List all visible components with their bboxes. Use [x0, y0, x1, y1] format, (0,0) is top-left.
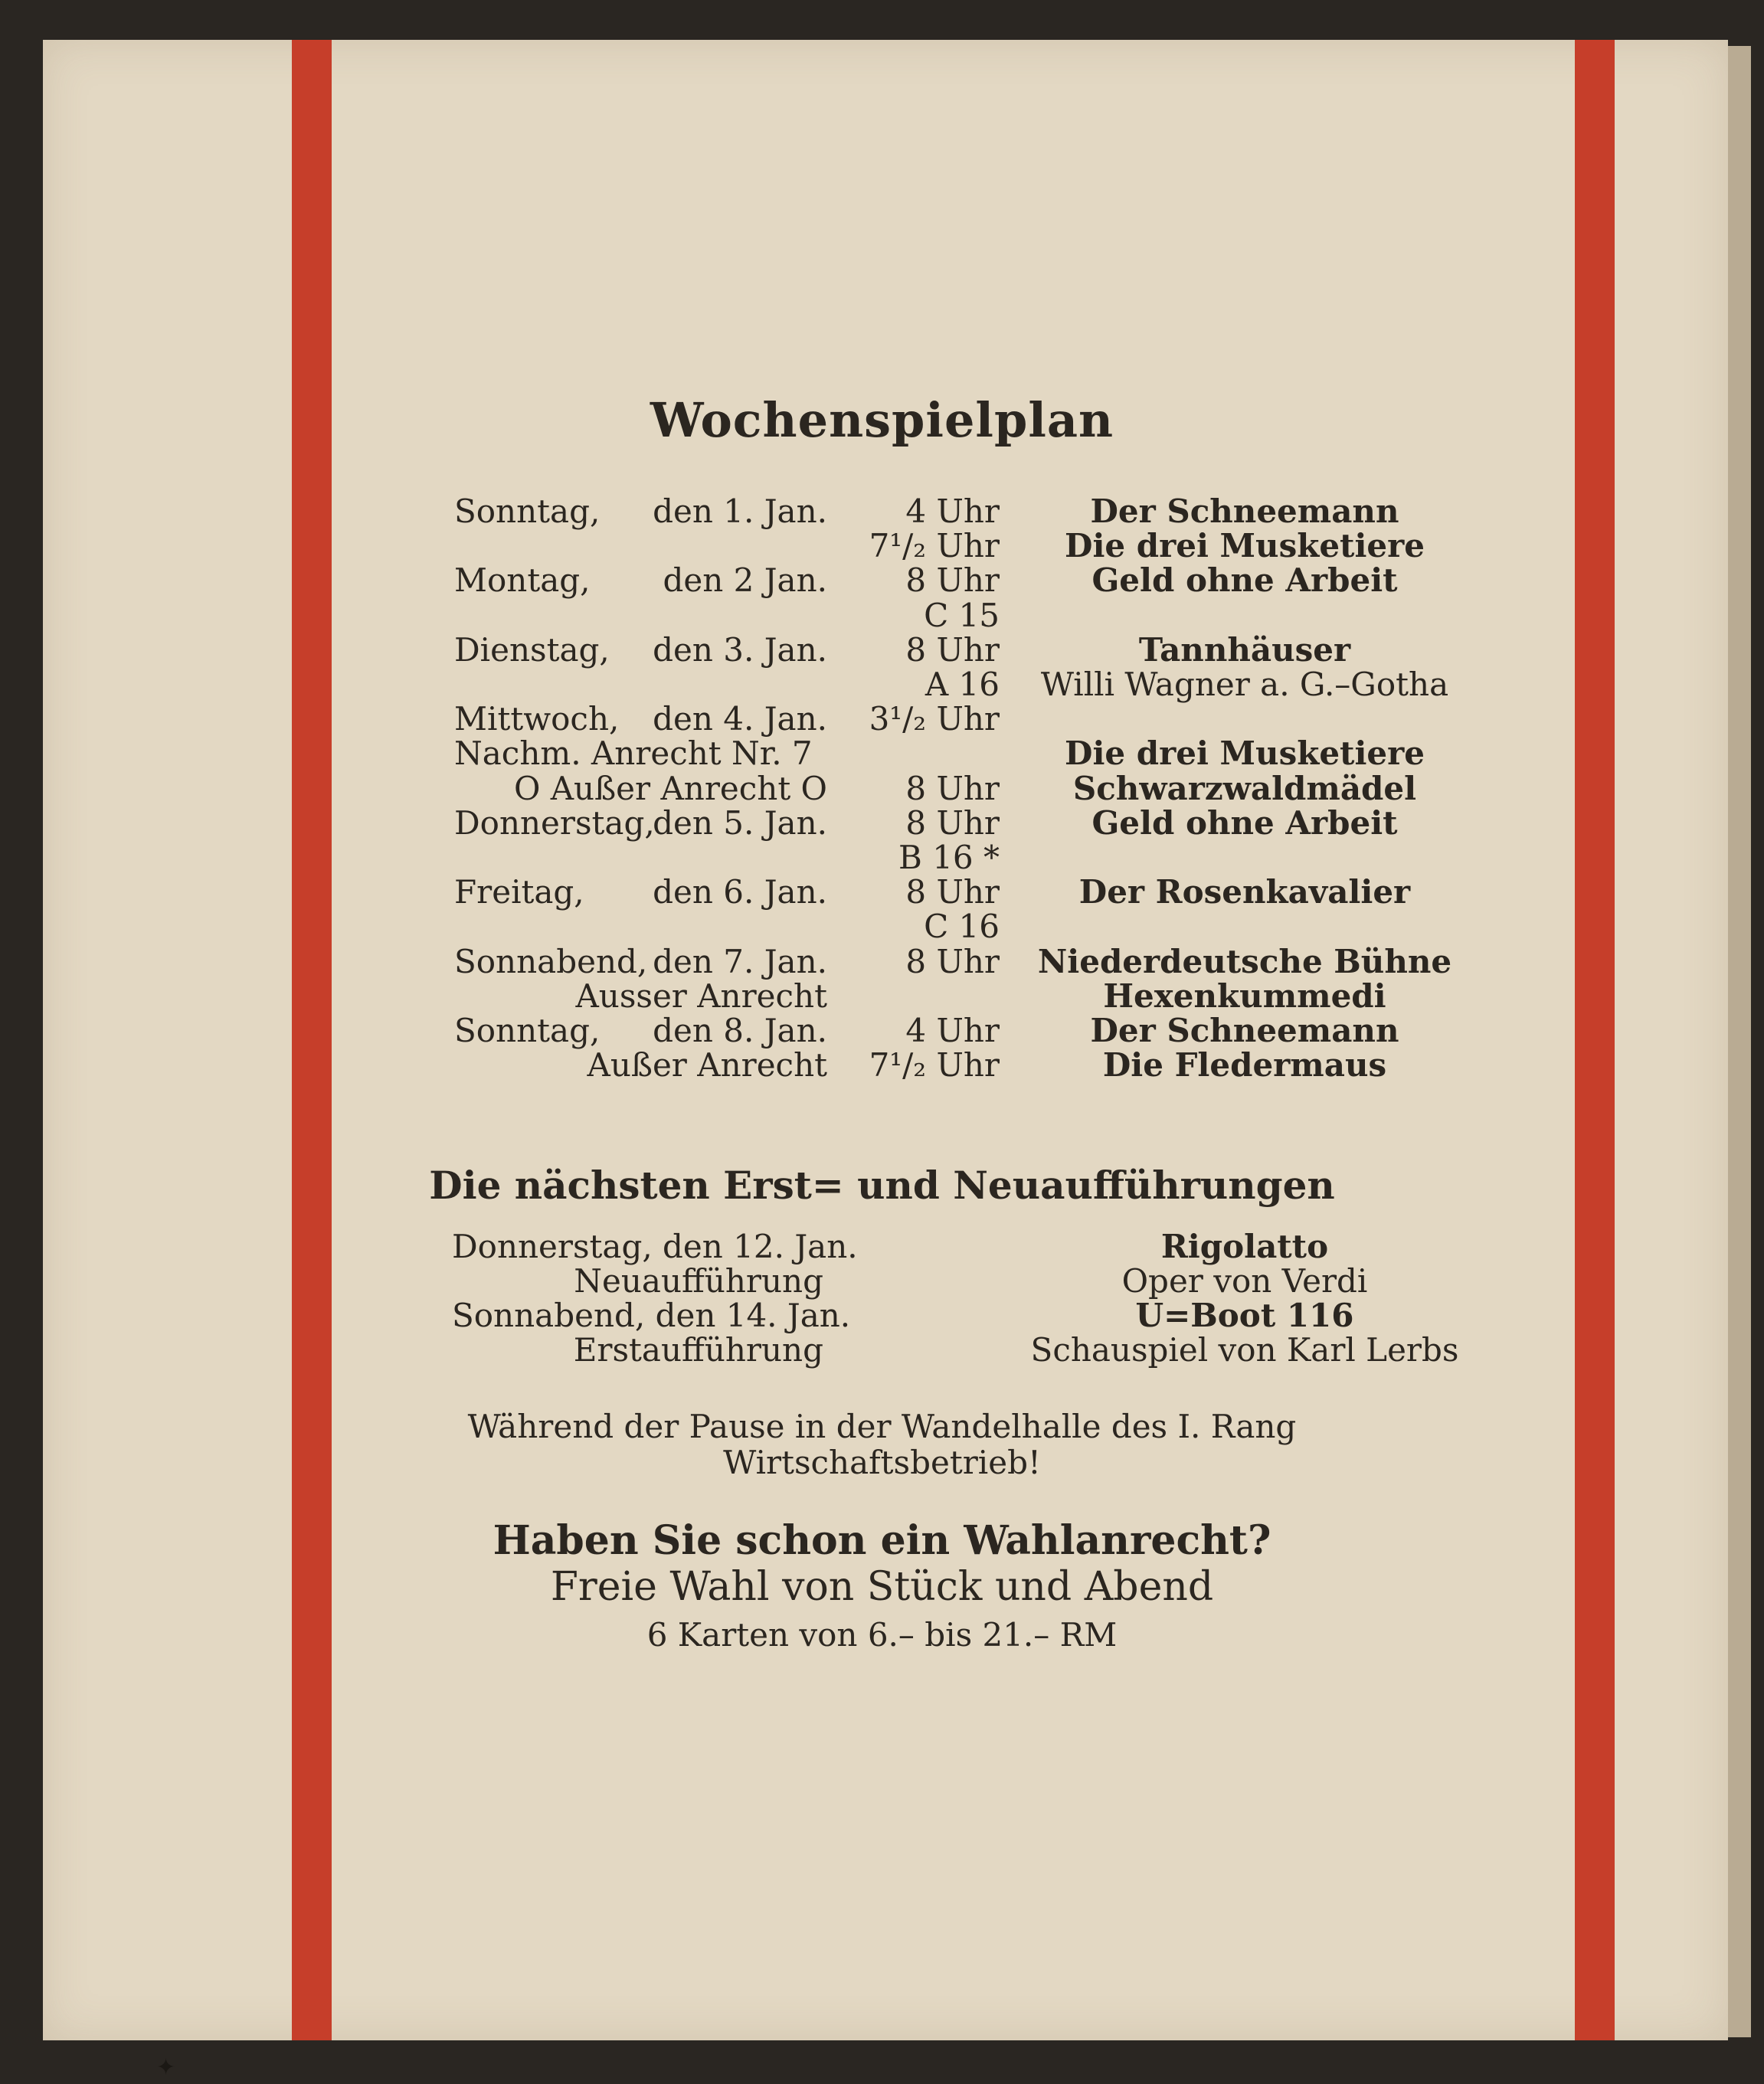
schedule-row — [0, 840, 1764, 875]
schedule-date: den 6. Jan. — [653, 873, 827, 911]
schedule-day: Mittwoch, — [454, 700, 620, 738]
pause-notice-line2: Wirtschaftsbetrieb! — [723, 1444, 1041, 1481]
schedule-date: den 1. Jan. — [653, 492, 827, 530]
schedule-row — [0, 494, 1764, 529]
schedule-day: Montag, — [454, 561, 591, 600]
schedule-row — [0, 771, 1764, 806]
schedule-time: C 15 — [924, 596, 1000, 634]
schedule-row — [0, 875, 1764, 910]
next-performance-date: Erstaufführung — [573, 1331, 823, 1369]
schedule-time: 7¹/₂ Uhr — [869, 1046, 1000, 1085]
schedule-play-title: Schwarzwaldmädel — [1072, 769, 1417, 807]
schedule-time: 8 Uhr — [905, 873, 1000, 911]
subscription-question: Haben Sie schon ein Wahlanrecht? — [493, 1517, 1271, 1564]
schedule-day: Donnerstag, — [454, 803, 655, 842]
schedule-play-title: Hexenkummedi — [1103, 977, 1386, 1015]
schedule-row — [0, 630, 1764, 669]
schedule-row — [0, 528, 1764, 564]
schedule-time: 8 Uhr — [905, 803, 1000, 842]
schedule-time: 3¹/₂ Uhr — [869, 700, 1000, 738]
schedule-time: 8 Uhr — [905, 561, 1000, 600]
free-choice-line: Freie Wahl von Stück und Abend — [550, 1564, 1214, 1610]
schedule-time: 8 Uhr — [905, 942, 1000, 980]
schedule-subscription-note: Ausser Anrecht — [575, 977, 827, 1015]
pause-notice-line1: Während der Pause in der Wandelhalle des I. Rang — [467, 1408, 1297, 1445]
schedule-day: Nachm. Anrecht Nr. 7 — [454, 734, 813, 773]
schedule-row — [0, 563, 1764, 598]
schedule-date: den 5. Jan. — [653, 803, 827, 842]
next-performance-title: Oper von Verdi — [1121, 1262, 1368, 1300]
schedule-row — [0, 803, 1764, 842]
schedule-day: Sonntag, — [454, 1012, 601, 1049]
schedule-play-title: Die drei Musketiere — [1065, 527, 1425, 565]
schedule-row — [0, 598, 1764, 633]
schedule-row — [0, 944, 1764, 980]
next-performance-row — [0, 1229, 1764, 1264]
schedule-subscription-note: Außer Anrecht — [587, 1046, 827, 1085]
schedule-subscription-note: O Außer Anrecht O — [513, 769, 827, 807]
next-performance-title: Rigolatto — [1160, 1228, 1329, 1265]
schedule-time: B 16 * — [898, 839, 1000, 876]
schedule-day: Dienstag, — [454, 630, 610, 669]
ink-speck: ✦ — [156, 2054, 176, 2081]
schedule-time: A 16 — [925, 666, 1000, 703]
schedule-time: 7¹/₂ Uhr — [869, 527, 1000, 565]
schedule-row — [0, 736, 1764, 771]
schedule-play-title: Die Fledermaus — [1102, 1046, 1387, 1085]
schedule-day: Freitag, — [454, 873, 584, 911]
schedule-time: 8 Uhr — [905, 769, 1000, 807]
schedule-time: C 16 — [924, 908, 1000, 946]
schedule-play-title: Geld ohne Arbeit — [1091, 561, 1398, 600]
schedule-play-title: Geld ohne Arbeit — [1091, 803, 1398, 842]
schedule-row — [0, 909, 1764, 944]
schedule-play-title: Willi Wagner a. G.–Gotha — [1040, 666, 1449, 703]
schedule-day: Sonnabend, — [454, 942, 648, 980]
next-performance-row — [0, 1298, 1764, 1333]
next-performance-title: U=Boot 116 — [1135, 1297, 1354, 1334]
schedule-day: Sonntag, — [454, 492, 601, 530]
schedule-play-title: Der Schneemann — [1090, 1012, 1399, 1049]
next-performance-title: Schauspiel von Karl Lerbs — [1030, 1331, 1459, 1369]
next-performance-date: Donnerstag, den 12. Jan. — [452, 1228, 858, 1265]
schedule-row — [0, 1013, 1764, 1049]
next-performance-date: Sonnabend, den 14. Jan. — [452, 1297, 851, 1334]
schedule-date: den 7. Jan. — [653, 942, 827, 980]
schedule-time: 4 Uhr — [905, 1012, 1000, 1049]
schedule-play-title: Der Schneemann — [1090, 492, 1399, 530]
schedule-date: den 8. Jan. — [653, 1012, 827, 1049]
schedule-date: den 4. Jan. — [653, 700, 827, 738]
schedule-row — [0, 1048, 1764, 1083]
schedule-play-title: Tannhäuser — [1138, 630, 1351, 669]
schedule-play-title: Der Rosenkavalier — [1078, 873, 1411, 911]
next-performance-row — [0, 1264, 1764, 1299]
schedule-play-title: Niederdeutsche Bühne — [1037, 942, 1452, 980]
price-line: 6 Karten von 6.– bis 21.– RM — [646, 1616, 1118, 1654]
page-title: Wochenspielplan — [650, 392, 1114, 448]
schedule-row — [0, 667, 1764, 702]
schedule-row — [0, 979, 1764, 1014]
schedule-time: 8 Uhr — [905, 630, 1000, 669]
next-performance-date: Neuaufführung — [574, 1262, 823, 1300]
schedule-time: 4 Uhr — [905, 492, 1000, 530]
next-performance-row — [0, 1333, 1764, 1368]
schedule-play-title: Die drei Musketiere — [1065, 734, 1425, 773]
schedule-row — [0, 702, 1764, 737]
schedule-date: den 2 Jan. — [663, 561, 827, 600]
schedule-date: den 3. Jan. — [653, 630, 827, 669]
next-performances-heading: Die nächsten Erst= und Neuaufführungen — [429, 1163, 1335, 1208]
